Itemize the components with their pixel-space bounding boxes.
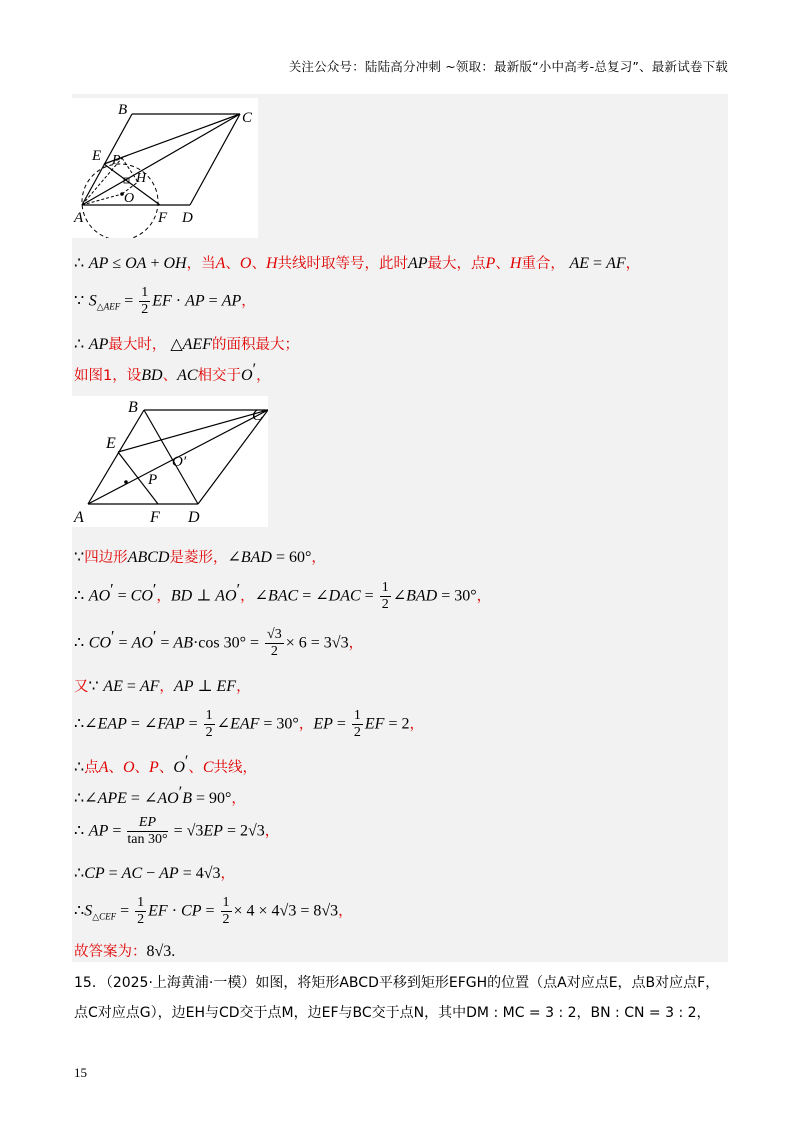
fig1-label-c: C — [242, 110, 253, 126]
solution-line-6: ∴ AO′ = CO′，BD ⊥ AO′，∠BAC = ∠DAC = $\frac{1}{2}$ ∠BAD = 30°， — [74, 580, 492, 612]
solution-line-14: $\therefore S_{\triangle CEF}$ = $\frac{1}{2}$ EF · CP = $\frac{1}{2}$ × 4 × 4√3 = 8√3， — [74, 895, 353, 927]
fig2-label-e: E — [106, 435, 116, 452]
solution-line-12: ∴ AP = $\frac{EP}{\tan 30^\circ}$ = √3EP = 2√3， — [74, 815, 280, 847]
solution-line-1: ∴ AP ≤ OA + OH，当A、O、H共线时取等号，此时AP最大，点P、H重合， AE = AF， — [74, 255, 641, 272]
figure-1 — [72, 98, 258, 238]
fig2-label-d: D — [188, 509, 200, 526]
fig2-label-c: C — [252, 407, 263, 424]
fig1-label-h: H — [136, 171, 147, 186]
question-15-line-2: 点C对应点G），边EH与CD交于点M，边EF与BC交于点N，其中DM : MC = 3 : 2，BN : CN = 3 : 2， — [74, 1005, 711, 1021]
solution-line-9: ∴∠EAP = ∠FAP = $\frac{1}{2}$ ∠EAF = 30°，EP = $\frac{1}{2}$ EF = 2， — [74, 708, 424, 740]
fig2-label-b: B — [128, 399, 138, 416]
page-number: 15 — [74, 1065, 87, 1080]
solution-line-11: ∴∠APE = ∠AO′B = 90°， — [74, 784, 246, 807]
fig1-label-f: F — [158, 210, 168, 226]
fig1-label-b: B — [118, 102, 128, 118]
fig1-label-e: E — [92, 148, 102, 164]
solution-line-10: ∴点A、O、P、O′、C共线， — [74, 753, 258, 776]
solution-line-7: ∴ CO′ = AO′ = AB·cos 30° = $\frac{√3}{2}$ × 6 = 3√3， — [74, 627, 364, 659]
solution-line-4: 如图1，设BD、AC相交于O′， — [74, 361, 271, 384]
figure-1-diagram — [72, 98, 258, 238]
solution-line-5: ∵四边形ABCD是菱形，∠BAD = 60°， — [74, 549, 326, 566]
figure-2-diagram — [72, 396, 268, 527]
answer-value: 8√3. — [146, 943, 176, 960]
fig2-label-f: F — [150, 509, 160, 526]
fig1-label-o: O — [124, 191, 135, 206]
fig1-label-d: D — [182, 210, 193, 226]
question-15-line-1: 15．（2025·上海黄浦·一模）如图，将矩形ABCD平移到矩形EFGH的位置（点A对应点E，点B对应点F， — [74, 975, 720, 991]
fig1-label-a: A — [74, 210, 84, 226]
answer-line: 故答案为：8√3. — [74, 943, 176, 960]
solution-line-2: ∵ $S_{\triangle AEF}$ = $\frac{1}{2}$ EF · AP = AP， — [74, 285, 256, 317]
solution-line-3: ∴ AP最大时， △AEF的面积最大； — [74, 336, 299, 353]
fig2-label-a: A — [74, 509, 84, 526]
fig2-label-o-prime: O′ — [172, 454, 187, 470]
fig1-label-p: P — [112, 153, 121, 168]
figure-2 — [72, 396, 268, 527]
page-header: 关注公众号：陆陆高分冲刺 ~领取：最新版“小中高考-总复习”、最新试卷下载 — [288, 59, 728, 74]
solution-line-13: ∴CP = AC − AP = 4√3， — [74, 865, 236, 882]
fig2-label-p: P — [148, 472, 158, 488]
solution-line-8: 又∵ AE = AF，AP ⊥ EF， — [74, 678, 251, 695]
